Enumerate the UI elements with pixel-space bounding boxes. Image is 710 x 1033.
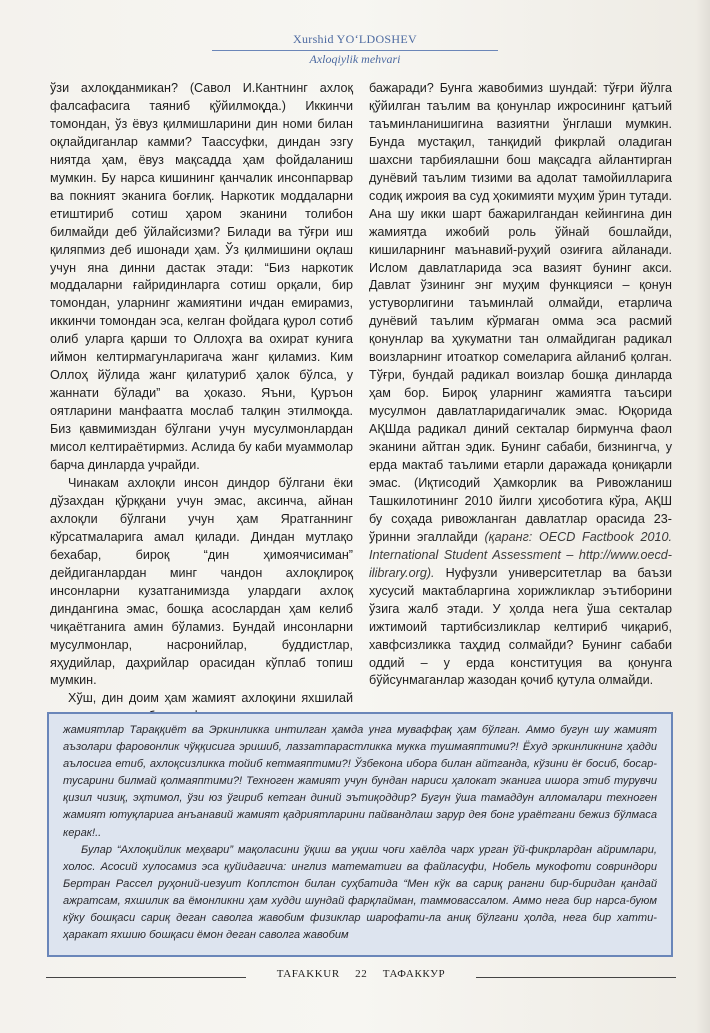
box-paragraph: Булар “Ахлоқийлик меҳвари” мақоласини ўқиш ва уқиш чоғи хаёлда чарх урган ўй-фикрлардан айримлари, холос. Асосий хулосамиз эса қуйидагича: инглиз математиги ва файласуфи, Нобель мукофоти совриндори Бертран Рассел руҳоний-иезуит Коплстон билан суҳбатида “Мен кўк ва сариқ рангни бир-биридан қандай ажратсам, яхшилик ва ёмонликни ҳам худди шундай фарқлайман, таммовассалом. Аммо нега бир нарса-буюм кўку бошқаси сариқ деган саволга жавобим физиклар шарофати-ла аниқ бўлгани ҳолда, нега бир хатти-ҳаракат яхшию бошқаси ёмон деган саволга жавобим <box>63 843 657 942</box>
footer-rule-right <box>476 977 676 978</box>
paragraph-text: Нуфузли университетлар ва баъзи хусусий мактабларгина хорижликлар эътиборини ўзига жалб этади. У ҳолда нега ўша секталар ижтимоий тартибсизликлар келтириб чиқариб, хавфсизликка таҳдид солмайди? Бунинг сабаби оддий – у ерда конституция ва қонунга бўйсунмаганлар жазодан қочиб қутула олмайди. <box>369 565 672 688</box>
header-rule <box>212 50 498 51</box>
author-name: Xurshid YO‘LDOSHEV <box>293 32 417 46</box>
article-body <box>50 80 672 705</box>
paragraph: Чинакам ахлоқли инсон диндор бўлгани ёки дўзахдан қўрққани учун эмас, аксинча, айнан ахлоқли бўлгани учун ҳам Яратганнинг кўрсатмаларига амал қилади. Диндан мутлақо бехабар, бироқ “дин ҳимоячисиман” дейдиганлардан минг чандон ахлоқлироқ инсонларни кузатганимизда улардаги ахлоқ диндангина эмас, бошқа асослардан ҳам келиб чиқаётганига амин бўламиз. Бундай инсонларни мусулмонлар, насронийлар, буддистлар, яҳудийлар, даҳрийлар орасидан кўплаб топиш мумкин. <box>50 475 353 688</box>
paragraph: Хўш, дин доим ҳам жамият ахлоқини яхшилай <box>68 691 353 706</box>
reference-citation: (қаранг: OECD Factbook 2010. International Student Assessment – http://www.oecd-ilibrary.org). <box>369 529 672 580</box>
sidebar-box <box>47 712 673 957</box>
footer-label <box>246 968 476 980</box>
page-number: 22 <box>355 968 368 980</box>
running-header <box>0 30 710 48</box>
page-edge-shadow <box>696 0 710 1033</box>
box-paragraph: жамиятлар Тараққиёт ва Эркинликка интилган ҳамда унга муваффақ ҳам бўлган. Аммо бугун шу жамият аъзолари фаровонлик чўққисига эришиб, лаззатпарастликка мукка тушмаяптими?! Ёхуд эркинликнинг ҳадди аълосига етиб, ахлоқсизликка тойиб кетмаяптими?! Ўзбекона ибора билан айтганда, кўзини ёғ босиб, босар-тусарини билмай қолмаяптими?! Техноген жамият учун бундан нариси ҳалокат эканига ишора этиб турувчи қизил чизиқ, эҳтимол, ўзи юз ўгириб кетган диний эътиқоддир? Бугун ўша тамаддун алломалари техноген жамият ютуқларига анъанавий жамият қадриятларини пайвандлаш зарур дея бонг урaётгани бежиз бўлмаса керак!.. <box>63 724 657 839</box>
magazine-name-latin: TAFAKKUR <box>276 968 340 980</box>
page-footer <box>46 968 676 988</box>
paragraph-text: бажаради? Бунга жавобимиз шундай: тўғри йўлга қўйилган таълим ва қонунлар ижросининг қатъий таъминланишигина вазиятни ўнглаши мумкин. Бунда мустақил, танқидий фикрлай оладиган шахсни тарбиялашни бош мақсадга айлантирган дунёвий таълим тизими ва адолат тамойилларига содиқ ижроия ва суд ҳокимияти муҳим ўрин тутади. Ана шу икки шарт бажарилгандан кейингина дин жамиятда ижобий роль ўйнай бошлайди, кишиларнинг маънавий-руҳий озиғига айланади. Ислом давлатларида эса вазият бунинг акси. Давлат ўзининг энг муҳим функцияси – қонун устуворлигини таъминлай олмайди, етарлича дунёвий таълим кўрмаган омма эса расмий қонунлар ва ҳукуматни тан олмайдиган радикал воизларнинг итоаткор сомеларига айланиб қолган. Тўғри, бундай радикал воизлар бошқа динларда ҳам бор. Бироқ уларнинг жамиятга таъсири мусулмон давлатларидагичалик эмас. Юқорида АҚШда радикал диний секталар бирмунча фаол эканини айтган эдик. Бунинг сабаби, бизнингча, у ерда мактаб таълими етарли даражада қониқарли эмас. (Иқтисодий Ҳамкорлик ва Ривожланиш Ташкилотининг 2010 йилги ҳисоботига кўра, АҚШ бу соҳада ривожланган давлатлар орасида 23-ўринни эгаллайди <box>369 81 672 544</box>
right-column <box>369 80 672 705</box>
footer-rule-left <box>46 977 246 978</box>
paragraph <box>369 80 672 690</box>
left-column <box>50 80 353 705</box>
article-subtitle: Axloqiylik mehvari <box>309 52 401 66</box>
magazine-name-cyrillic: ТАФАККУР <box>382 968 446 980</box>
paragraph: ўзи ахлоқданмикан? (Савол И.Кантнинг ахлоқ фалсафасига таяниб қўйилмоқда.) Иккинчи томондан, ўз ёвуз қилмишларини дин номи билан оқлайдиганлар камми? Таассуфки, диндан эзгу ниятда ҳам, ёвуз мақсадда ҳам фойдаланиш мумкин. Бу нарса кишининг қанчалик инсонпарвар ва покният эканига боғлиқ. Наркотик моддаларни етиштириб сотиш ҳаром эканини толибон билмайди деб ўйлайсизми? Билади ва тўғри иш қиляпмиз деб ишонади ҳам. Ўз қилмишини оқлаш учун яна динни дастак этади: “Биз наркотик моддаларни ғайридинларга сотиш орқали, бир томондан, уларнинг жамиятини ичдан емирамиз, иккинчи томондан эса, келган фойдага қурол сотиб олиб уларга қарши то Оллоҳга ва охират кунига иймон келтирмагунларигача жанг қиламиз. Ким Оллоҳ йўлида жанг қилатуриб ҳалок бўлса, у жаннати бўлади” ва ҳоказо. Яъни, Қуръон оятларини манфаатга мослаб талқин этилмоқда. Биз қавмимиздан бўлгани учун мусулмонлардан мисол келтираётирмиз. Аслида бу каби муаммолар барча динларда учрайди. <box>50 81 353 473</box>
